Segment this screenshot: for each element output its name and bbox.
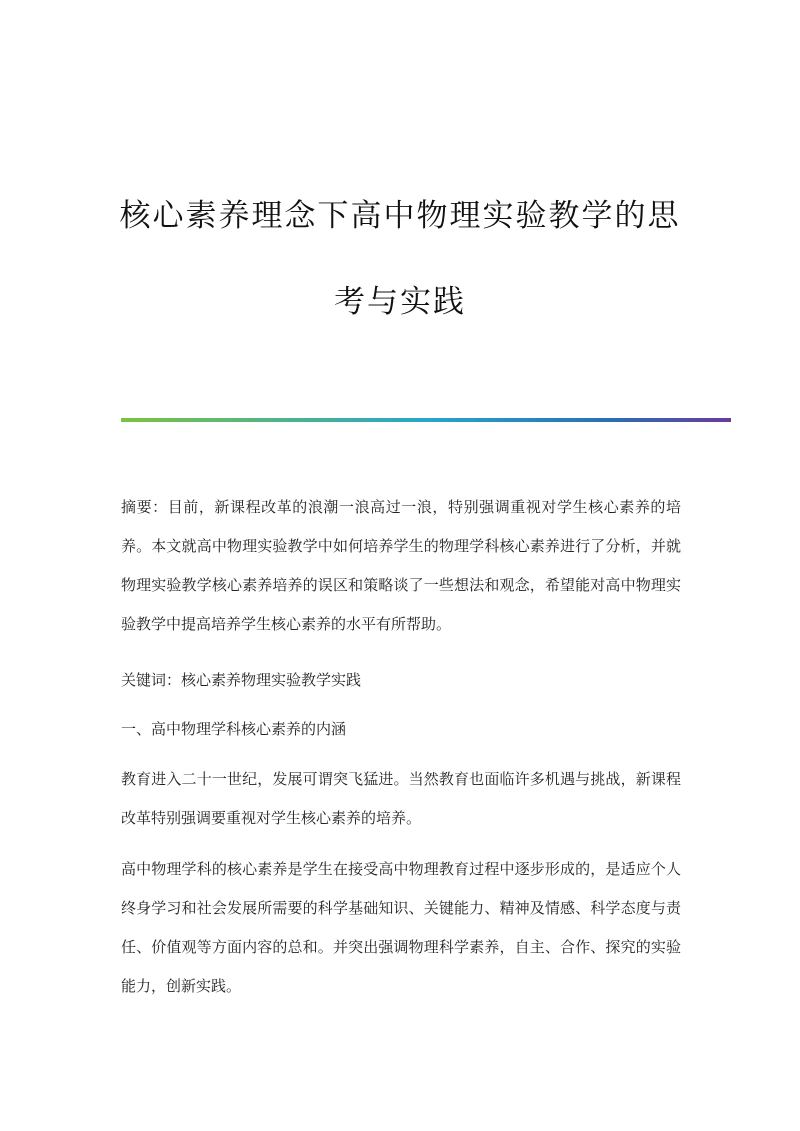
body-paragraph-1: 教育进入二十一世纪，发展可谓突飞猛进。当然教育也面临许多机遇与挑战，新课程改革特别强调要重视对学生核心素养的培养。 [121, 770, 681, 827]
body-paragraph-2: 高中物理学科的核心素养是学生在接受高中物理教育过程中逐步形成的，是适应个人终身学习和社会发展所需要的科学基础知识、关键能力、精神及情感、科学态度与责任、价值观等方面内容的总和。并突出强调物理科学素养，自主、合作、探究的实验能力，创新实践。 [121, 860, 681, 995]
document-title-line-2: 考与实践 [334, 284, 466, 320]
document-title-line-1: 核心素养理念下高中物理实验教学的思 [119, 198, 681, 234]
title-divider [121, 418, 731, 422]
section-heading: 一、高中物理学科核心素养的内涵 [121, 720, 347, 738]
abstract-paragraph: 摘要：目前，新课程改革的浪潮一浪高过一浪，特别强调重视对学生核心素养的培养。本文就高中物理实验教学中如何培养学生的物理学科核心素养进行了分析，并就物理实验教学核心素养培养的误区和策略谈了一些想法和观念，希望能对高中物理实验教学中提高培养学生核心素养的水平有所帮助。 [121, 498, 681, 633]
keywords-line: 关键词：核心素养物理实验教学实践 [121, 671, 362, 689]
